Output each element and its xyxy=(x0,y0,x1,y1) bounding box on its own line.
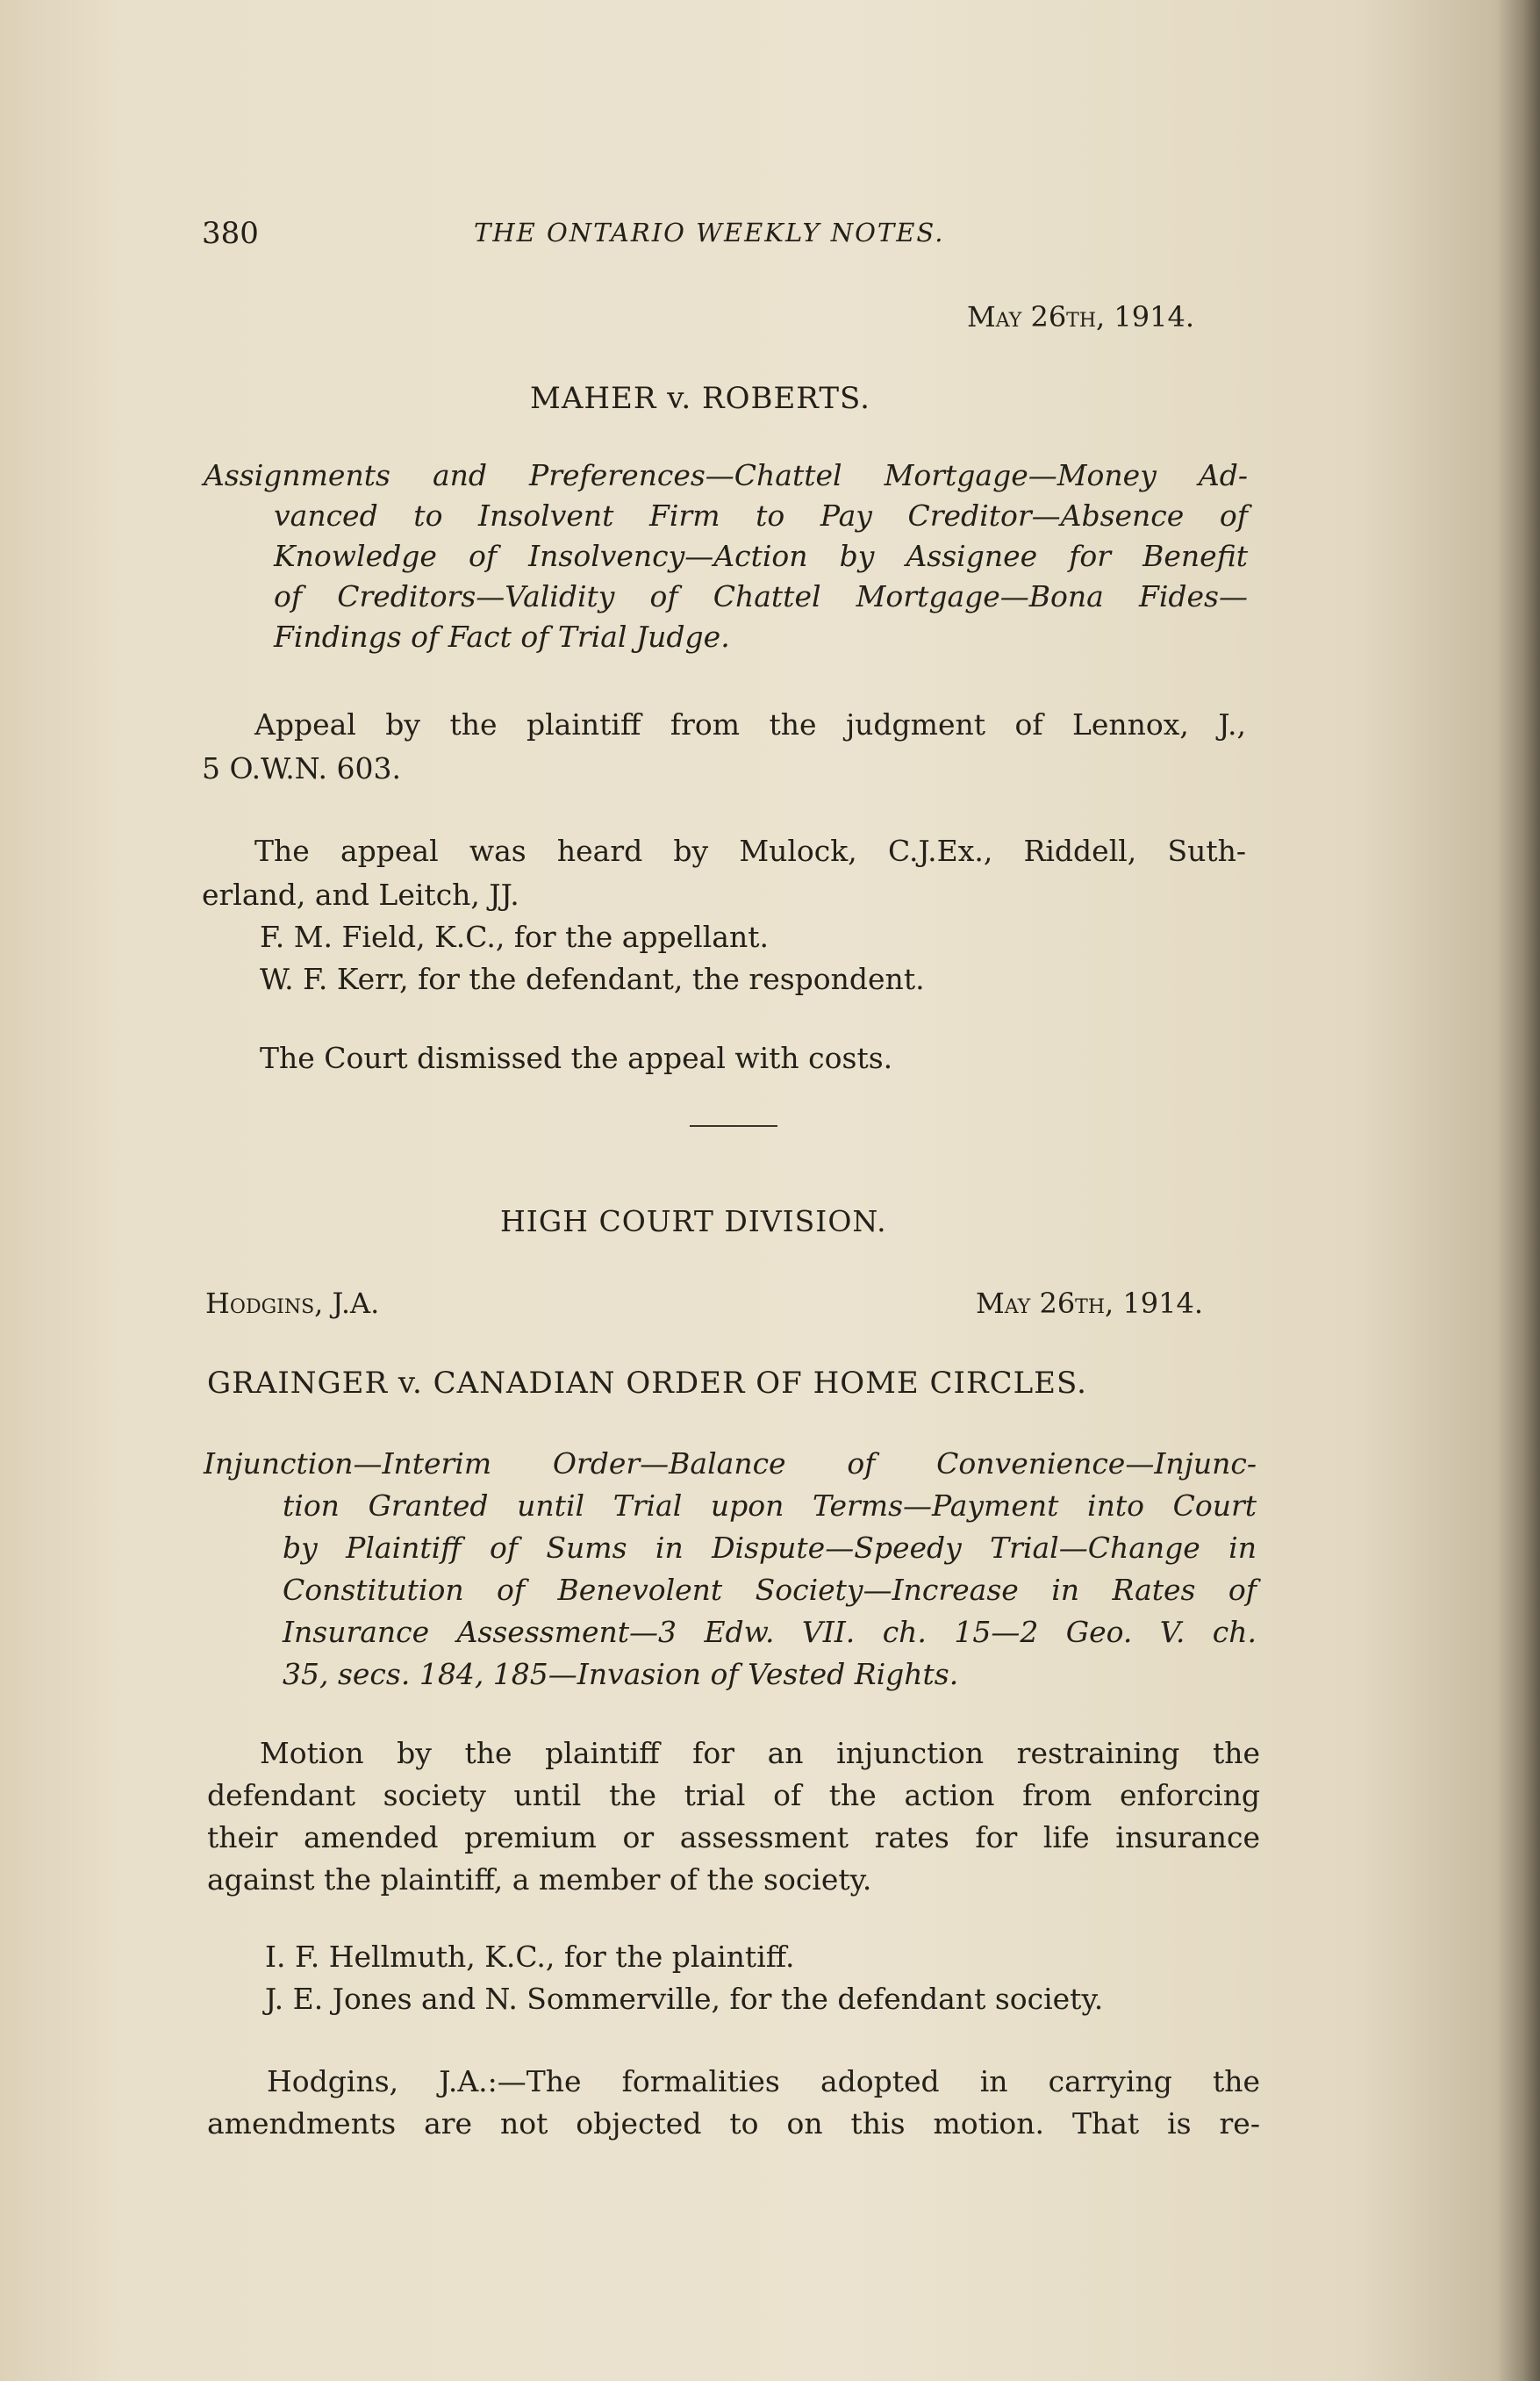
case2-judge: Hodgins, J.A. xyxy=(205,1287,380,1320)
case1-counsel: W. F. Kerr, for the defendant, the respondent. xyxy=(260,962,925,996)
case2-headnote-line: 35, secs. 184, 185—Invasion of Vested Rights. xyxy=(283,1657,959,1691)
case1-headnote-line: Knowledge of Insolvency—Action by Assignee for Benefit xyxy=(274,539,1248,573)
case1-headnote-line: Assignments and Preferences—Chattel Mortgage—Money Ad- xyxy=(204,458,1248,492)
case2-headnote-line: Constitution of Benevolent Society—Increase in Rates of xyxy=(283,1573,1257,1607)
case1-title: MAHER v. ROBERTS. xyxy=(530,381,870,416)
case2-date: May 26th, 1914. xyxy=(976,1287,1203,1320)
case1-headnote-line: vanced to Insolvent Firm to Pay Creditor—Absence of xyxy=(274,498,1248,533)
case1-counsel: F. M. Field, K.C., for the appellant. xyxy=(260,920,769,954)
case2-motion-line: defendant society until the trial of the action from enforcing xyxy=(207,1778,1260,1812)
page-number: 380 xyxy=(202,216,259,251)
case2-title: GRAINGER v. CANADIAN ORDER OF HOME CIRCLES. xyxy=(207,1366,1087,1401)
case2-headnote-line: by Plaintiff of Sums in Dispute—Speedy Trial—Change in xyxy=(283,1531,1257,1565)
case1-date: May 26th, 1914. xyxy=(967,300,1194,333)
case2-judgment-line: amendments are not objected to on this motion. That is re- xyxy=(207,2106,1260,2141)
case2-counsel: I. F. Hellmuth, K.C., for the plaintiff. xyxy=(265,1940,795,1974)
case2-counsel: J. E. Jones and N. Sommerville, for the defendant society. xyxy=(265,1982,1104,2016)
case2-judgment-line: Hodgins, J.A.:—The formalities adopted in carrying the xyxy=(267,2064,1260,2098)
case2-headnote-line: tion Granted until Trial upon Terms—Payment into Court xyxy=(283,1488,1257,1523)
case1-heard-line: erland, and Leitch, JJ. xyxy=(202,878,519,912)
case1-headnote-line: Findings of Fact of Trial Judge. xyxy=(274,620,730,654)
page-edge-shadow xyxy=(1498,0,1540,2381)
case2-motion-line: Motion by the plaintiff for an injunction restraining the xyxy=(260,1736,1260,1770)
case1-disposition: The Court dismissed the appeal with costs. xyxy=(260,1041,893,1075)
case2-headnote-line: Insurance Assessment—3 Edw. VII. ch. 15—2 Geo. V. ch. xyxy=(283,1615,1257,1649)
case1-appeal-line: Appeal by the plaintiff from the judgment of Lennox, J., xyxy=(254,707,1246,742)
case1-heard-line: The appeal was heard by Mulock, C.J.Ex., Riddell, Suth- xyxy=(254,834,1246,868)
division-heading: HIGH COURT DIVISION. xyxy=(500,1204,887,1238)
case2-headnote-line: Injunction—Interim Order—Balance of Convenience—Injunc- xyxy=(204,1446,1257,1481)
case1-appeal-line: 5 O.W.N. 603. xyxy=(202,751,401,785)
section-divider xyxy=(690,1125,777,1127)
case2-motion-line: their amended premium or assessment rates for life insurance xyxy=(207,1820,1260,1854)
case2-motion-line: against the plaintiff, a member of the society. xyxy=(207,1862,872,1897)
case1-headnote-line: of Creditors—Validity of Chattel Mortgage—Bona Fides— xyxy=(274,579,1248,613)
running-title: THE ONTARIO WEEKLY NOTES. xyxy=(474,218,945,247)
